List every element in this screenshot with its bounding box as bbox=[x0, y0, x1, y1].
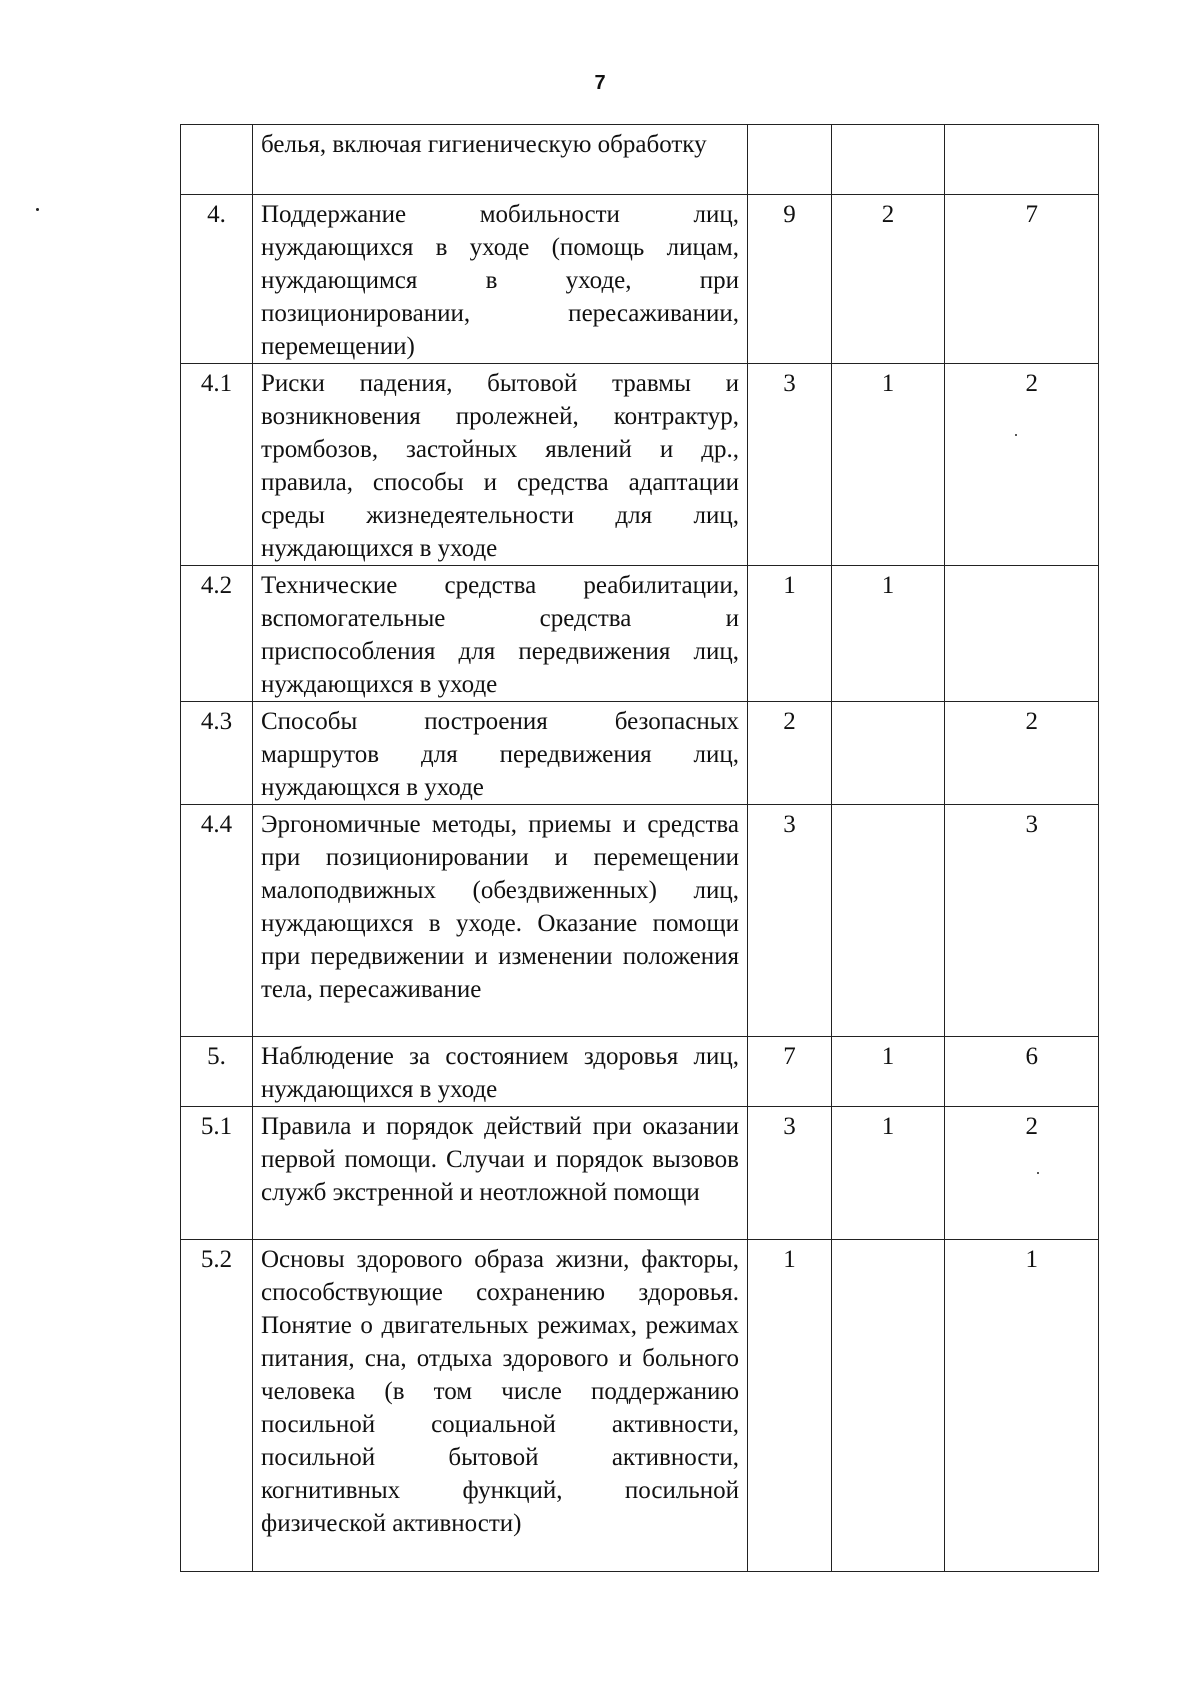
row-total-hours: 9 bbox=[748, 195, 832, 364]
row-total-hours: 2 bbox=[748, 702, 832, 805]
row-total-hours: 1 bbox=[748, 566, 832, 702]
row-theory-hours: 1 bbox=[832, 1107, 945, 1240]
row-theory-hours bbox=[832, 1240, 945, 1572]
table-row bbox=[181, 195, 1099, 364]
row-topic: Эргономичные методы, приемы и средства при позиционировании и перемещении малоподвижных (обездвиженных) лиц, нуждающихся в уходе. Оказание помощи при передвижении и изменении положения тела, пересаживание bbox=[253, 805, 748, 1037]
row-number bbox=[181, 125, 253, 195]
row-theory-hours bbox=[832, 702, 945, 805]
row-topic: Способы построения безопасных маршрутов для передвижения лиц, нуждающхся в уходе bbox=[253, 702, 748, 805]
row-practice-hours bbox=[945, 125, 1099, 195]
row-practice-hours: 6 bbox=[945, 1037, 1099, 1107]
row-total-hours bbox=[748, 125, 832, 195]
row-topic: Технические средства реабилитации, вспомогательные средства и приспособления для передвижения лиц, нуждающихся в уходе bbox=[253, 566, 748, 702]
row-theory-hours: 2 bbox=[832, 195, 945, 364]
row-number: 5.1 bbox=[181, 1107, 253, 1240]
row-total-hours: 7 bbox=[748, 1037, 832, 1107]
row-topic: белья, включая гигиеническую обработку bbox=[253, 125, 748, 195]
row-topic: Риски падения, бытовой травмы и возникновения пролежней, контрактур, тромбозов, застойных явлений и др., правила, способы и средства адаптации среды жизнедеятельности для лиц, нуждающихся в уходе bbox=[253, 364, 748, 566]
row-total-hours: 1 bbox=[748, 1240, 832, 1572]
row-theory-hours bbox=[832, 125, 945, 195]
table-row bbox=[181, 1037, 1099, 1107]
row-number: 4. bbox=[181, 195, 253, 364]
row-number: 4.4 bbox=[181, 805, 253, 1037]
page-number: 7 bbox=[594, 72, 606, 94]
row-practice-hours: 2 bbox=[945, 364, 1099, 566]
row-topic: Правила и порядок действий при оказании первой помощи. Случаи и порядок вызовов служб экстренной и неотложной помощи bbox=[253, 1107, 748, 1240]
row-number: 5. bbox=[181, 1037, 253, 1107]
row-theory-hours: 1 bbox=[832, 566, 945, 702]
row-theory-hours bbox=[832, 805, 945, 1037]
row-topic: Поддержание мобильности лиц, нуждающихся в уходе (помощь лицам, нуждающимся в уходе, при позиционировании, пересаживании, перемещении) bbox=[253, 195, 748, 364]
curriculum-table-body bbox=[181, 125, 1099, 1572]
row-number: 4.2 bbox=[181, 566, 253, 702]
scan-speck bbox=[36, 208, 39, 211]
row-total-hours: 3 bbox=[748, 364, 832, 566]
row-practice-hours: 2 bbox=[945, 702, 1099, 805]
row-practice-hours: 3 bbox=[945, 805, 1099, 1037]
row-practice-hours: 7 bbox=[945, 195, 1099, 364]
row-number: 4.1 bbox=[181, 364, 253, 566]
table-row bbox=[181, 566, 1099, 702]
row-total-hours: 3 bbox=[748, 1107, 832, 1240]
table-row bbox=[181, 1240, 1099, 1572]
row-theory-hours: 1 bbox=[832, 1037, 945, 1107]
row-practice-hours: 1 bbox=[945, 1240, 1099, 1572]
curriculum-table bbox=[180, 124, 1099, 1572]
row-practice-hours bbox=[945, 566, 1099, 702]
table-row bbox=[181, 1107, 1099, 1240]
row-theory-hours: 1 bbox=[832, 364, 945, 566]
table-row bbox=[181, 364, 1099, 566]
row-topic: Наблюдение за состоянием здоровья лиц, нуждающихся в уходе bbox=[253, 1037, 748, 1107]
table-row bbox=[181, 125, 1099, 195]
row-total-hours: 3 bbox=[748, 805, 832, 1037]
row-number: 5.2 bbox=[181, 1240, 253, 1572]
table-row bbox=[181, 702, 1099, 805]
row-topic: Основы здорового образа жизни, факторы, способствующие сохранению здоровья. Понятие о двигательных режимах, режимах питания, сна, отдыха здорового и больного человека (в том числе поддержанию посильной социальной активности, посильной бытовой активности, когнитивных функций, посильной физической активности) bbox=[253, 1240, 748, 1572]
row-number: 4.3 bbox=[181, 702, 253, 805]
table-row bbox=[181, 805, 1099, 1037]
row-practice-hours: 2 bbox=[945, 1107, 1099, 1240]
